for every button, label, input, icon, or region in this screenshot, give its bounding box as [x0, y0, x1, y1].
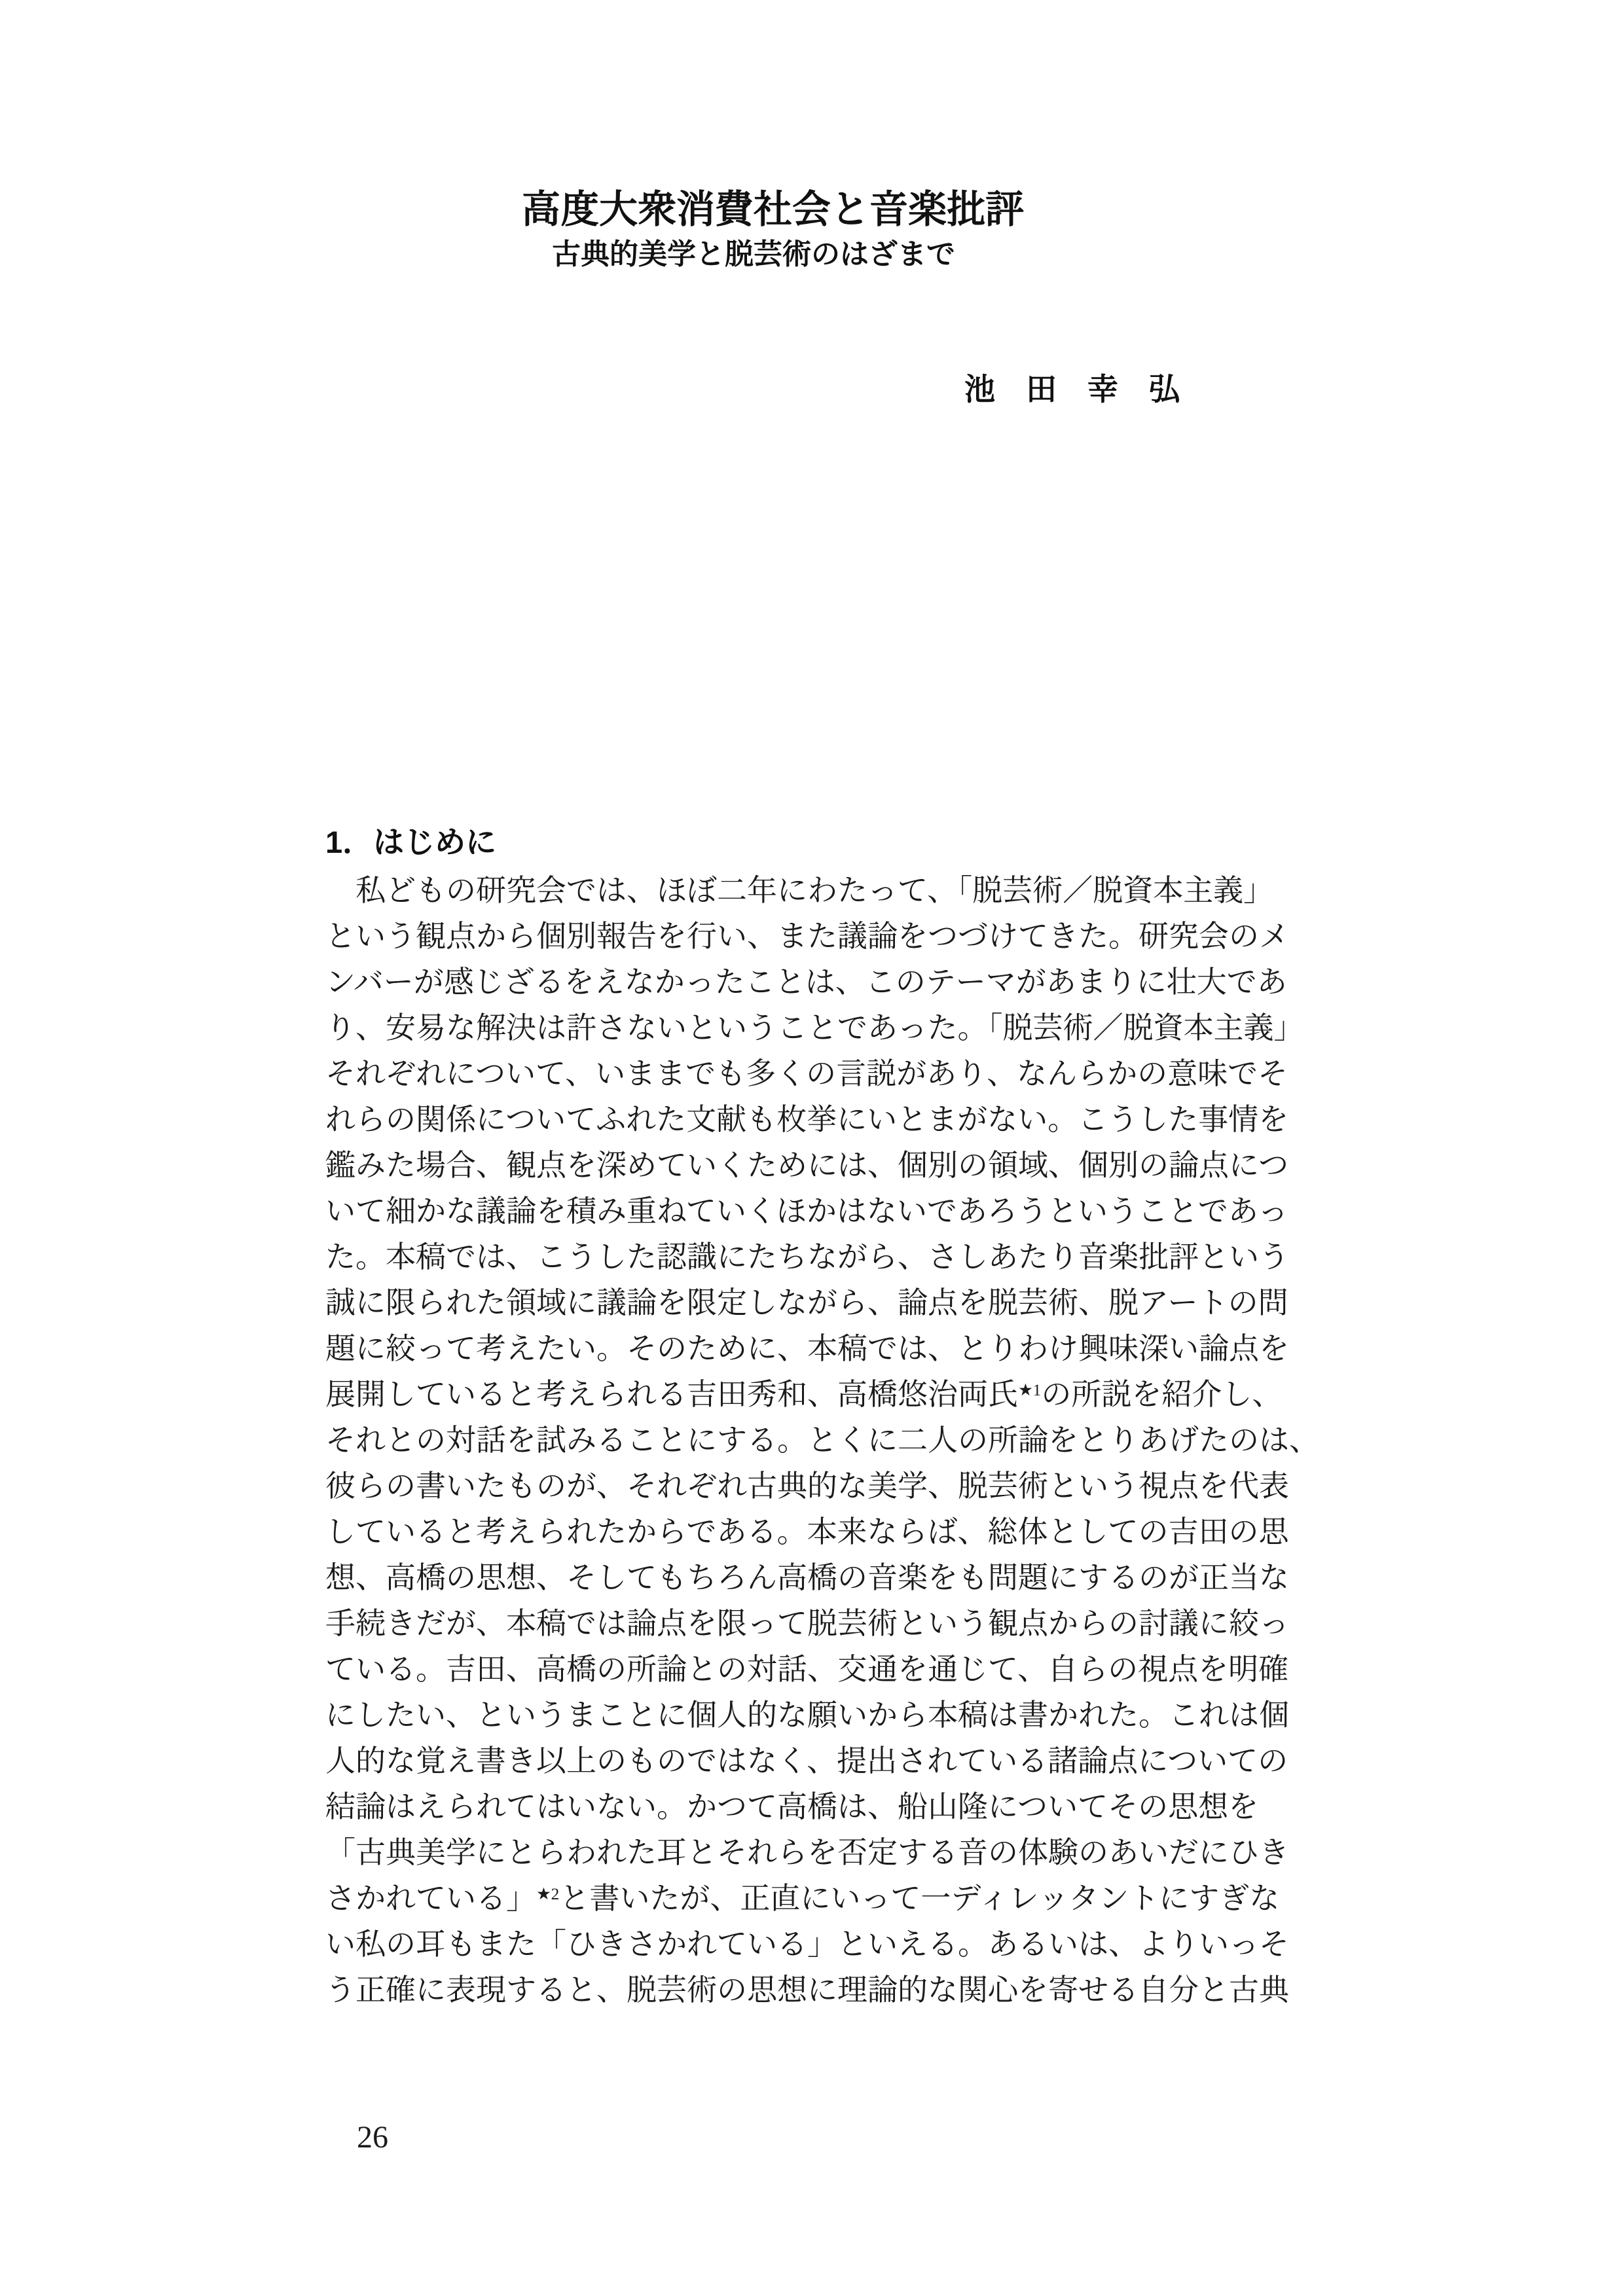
footnote-marker: ★2 — [536, 1885, 560, 1904]
text-line: う正確に表現すると、脱芸術の思想に理論的な関心を寄せる自分と古典 — [325, 1973, 1289, 2007]
author-name: 池 田 幸 弘 — [964, 372, 1180, 406]
text-line: 人的な覚え書き以上のものではなく、提出されている諸論点についての — [325, 1744, 1288, 1778]
text-line: た。本稿では、こうした認識にたちながら、さしあたり音楽批評という — [325, 1240, 1289, 1274]
page-number: 26 — [357, 2120, 388, 2155]
text-line: い私の耳もまた「ひきさかれている」といえる。あるいは、よりいっそ — [325, 1928, 1289, 1961]
text-line: 誠に限られた領域に議論を限定しながら、論点を脱芸術、脱アートの問 — [325, 1286, 1288, 1319]
text-line: 私どもの研究会では、ほぼ二年にわたって、「脱芸術／脱資本主義」 — [325, 874, 1274, 907]
section-heading: 1．はじめに — [325, 825, 497, 859]
text-line: さかれている」$^{★2}$と書いたが、正直にいって一ディレッタントにすぎな — [325, 1882, 1280, 1915]
text-line: ている。吉田、高橋の所論との対話、交通を通じて、自らの視点を明確 — [325, 1653, 1289, 1686]
text-line: 結論はえられてはいない。かつて高橋は、船山隆についてその思想を — [325, 1790, 1259, 1823]
text-line: それぞれについて、いままでも多くの言説があり、なんらかの意味でそ — [325, 1057, 1288, 1090]
body-text — [325, 868, 1319, 2013]
page-title: 高度大衆消費社会と音楽批評 — [522, 188, 1025, 231]
text-line: 彼らの書いたものが、それぞれ古典的な美学、脱芸術という視点を代表 — [325, 1469, 1289, 1503]
text-line: それとの対話を試みることにする。とくに二人の所論をとりあげたのは、 — [325, 1424, 1319, 1457]
footnote-marker: ★1 — [1018, 1381, 1042, 1400]
text-line: いて細かな議論を積み重ねていくほかはないであろうということであっ — [325, 1194, 1288, 1228]
text-line: 想、高橋の思想、そしてもちろん高橋の音楽をも問題にするのが正当な — [325, 1561, 1289, 1594]
text-line: ンバーが感じざるをえなかったことは、このテーマがあまりに壮大であ — [325, 965, 1287, 999]
text-line: 題に絞って考えたい。そのために、本稿では、とりわけ興味深い論点を — [325, 1332, 1289, 1365]
text-line: 手続きだが、本稿では論点を限って脱芸術という観点からの討議に絞っ — [325, 1607, 1289, 1640]
page-subtitle: 古典的美学と脱芸術のはざまで — [552, 238, 955, 270]
text-line: 展開していると考えられる吉田秀和、高橋悠治両氏$^{★1}$の所説を紹介し、 — [325, 1378, 1283, 1411]
text-line: れらの関係についてふれた文献も枚挙にいとまがない。こうした事情を — [325, 1103, 1289, 1136]
text-line: という観点から個別報告を行い、また議論をつづけてきた。研究会のメ — [325, 920, 1289, 953]
text-line: 「古典美学にとらわれた耳とそれらを否定する音の体験のあいだにひき — [325, 1836, 1289, 1869]
text-line: していると考えられたからである。本来ならば、総体としての吉田の思 — [325, 1515, 1289, 1549]
text-line: 鑑みた場合、観点を深めていくためには、個別の領域、個別の論点につ — [325, 1149, 1289, 1182]
text-line: り、安易な解決は許さないということであった。「脱芸術／脱資本主義」 — [325, 1011, 1304, 1045]
text-line: にしたい、というまことに個人的な願いから本稿は書かれた。これは個 — [325, 1698, 1289, 1732]
